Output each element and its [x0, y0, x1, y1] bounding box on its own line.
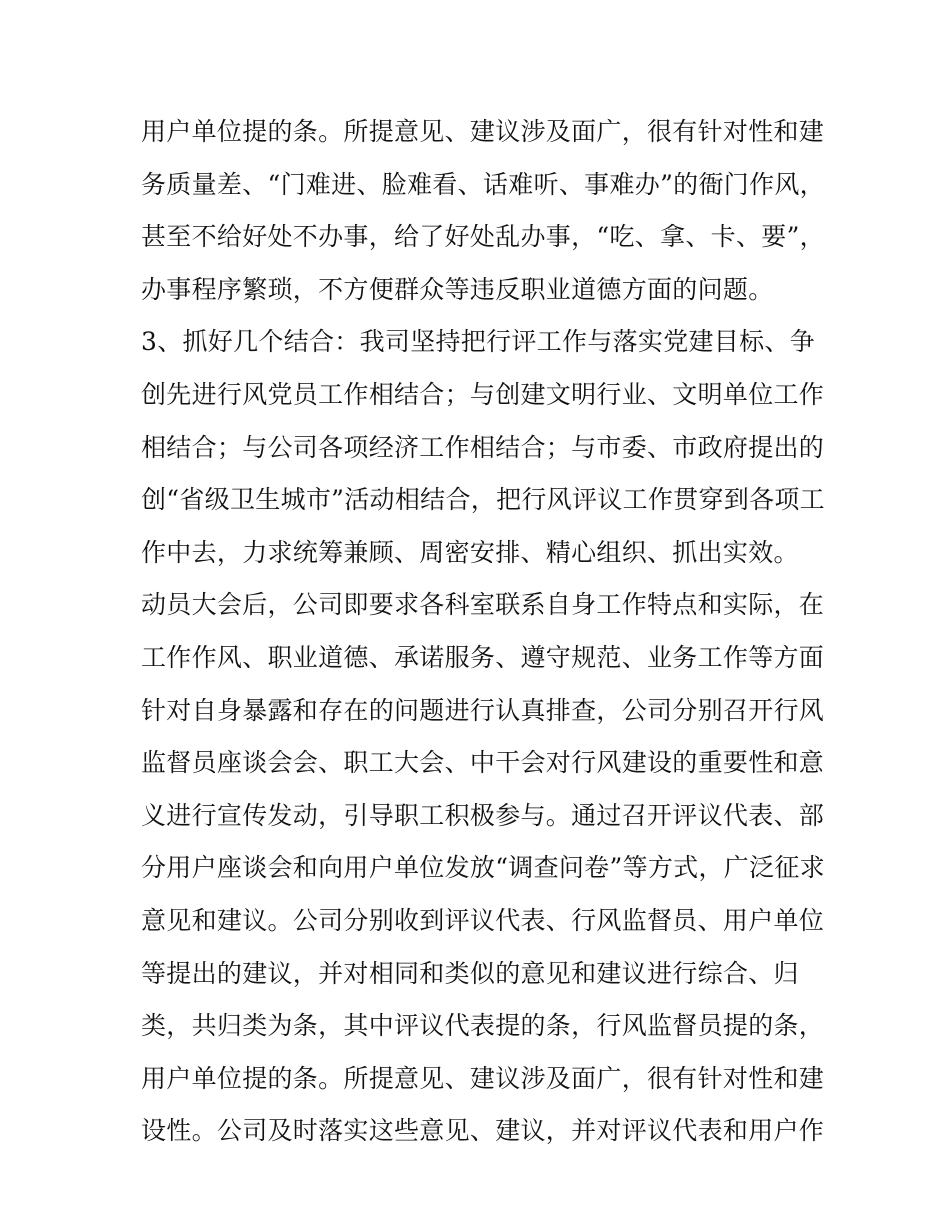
text-line: 务质量差、“门难进、脸难看、话难听、事难办”的衙门作风，: [141, 169, 825, 199]
text-line: 义进行宣传发动，引导职工积极参与。通过召开评议代表、部: [141, 800, 825, 830]
text-line: 设性。公司及时落实这些意见、建议，并对评议代表和用户作: [141, 1116, 825, 1146]
text-line: 用户单位提的条。所提意见、建议涉及面广，很有针对性和建: [141, 117, 825, 146]
text-line: 甚至不给好处不办事，给了好处乱办事，“吃、拿、卡、要”，: [141, 222, 825, 252]
text-line: 创“省级卫生城市”活动相结合，把行风评议工作贯穿到各项工: [141, 485, 825, 515]
text-line: 监督员座谈会会、职工大会、中干会对行风建设的重要性和意: [141, 748, 825, 778]
text-line: 办事程序繁琐，不方便群众等违反职业道德方面的问题。: [141, 274, 774, 304]
text-line: 意见和建议。公司分别收到评议代表、行风监督员、用户单位: [141, 905, 825, 935]
text-line: 相结合；与公司各项经济工作相结合；与市委、市政府提出的: [141, 432, 825, 462]
text-line: 类，共归类为条，其中评议代表提的条，行风监督员提的条，: [141, 1011, 825, 1041]
text-line: 等提出的建议，并对相同和类似的意见和建议进行综合、归: [141, 958, 799, 988]
text-line: 工作作风、职业道德、承诺服务、遵守规范、业务工作等方面: [141, 642, 825, 672]
body-text: [141, 106, 825, 1158]
text-line: 分用户座谈会和向用户单位发放“调查问卷”等方式，广泛征求: [141, 853, 825, 883]
text-line: 作中去，力求统筹兼顾、周密安排、精心组织、抓出实效。: [141, 537, 799, 567]
text-line: 用户单位提的条。所提意见、建议涉及面广，很有针对性和建: [141, 1063, 825, 1093]
text-line: 3、抓好几个结合：我司坚持把行评工作与落实党建目标、争: [141, 327, 816, 357]
text-line: 动员大会后，公司即要求各科室联系自身工作特点和实际，在: [141, 590, 825, 620]
text-line: 针对自身暴露和存在的问题进行认真排查，公司分别召开行风: [141, 695, 825, 725]
text-line: 创先进行风党员工作相结合；与创建文明行业、文明单位工作: [141, 379, 825, 409]
